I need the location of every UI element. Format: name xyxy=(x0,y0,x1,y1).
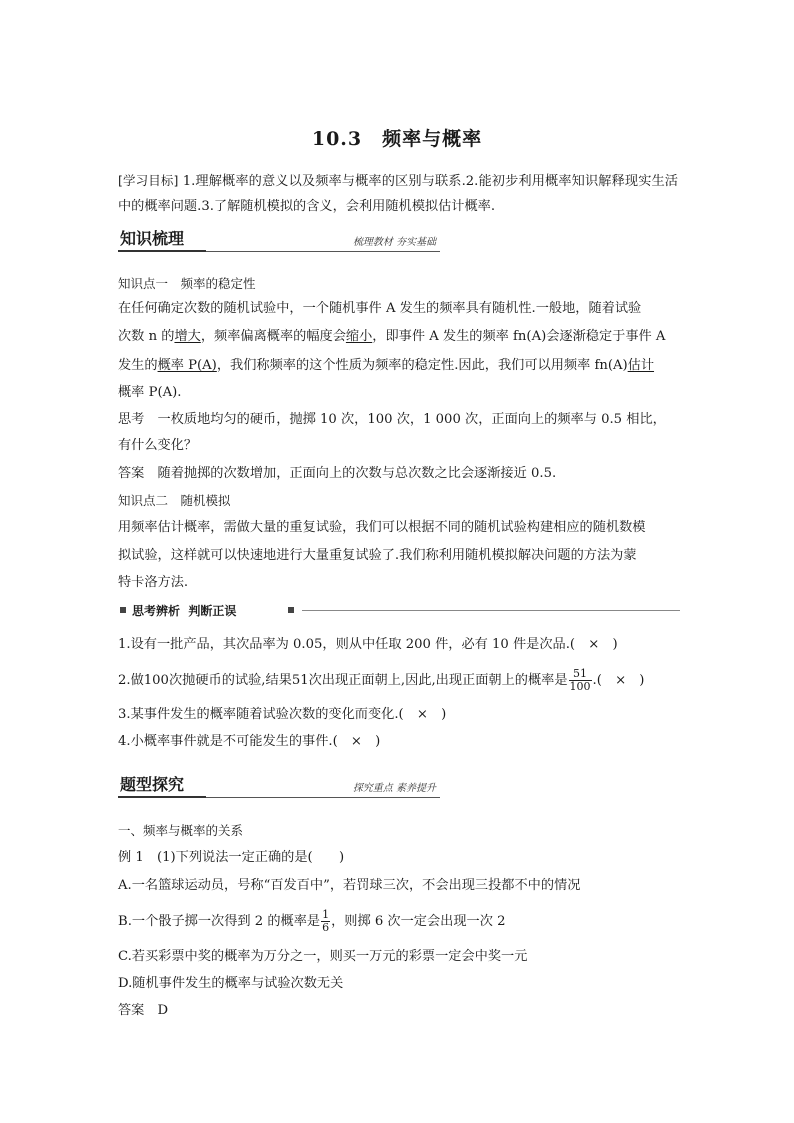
section-subtitle: 梳理教材 夯实基础 xyxy=(352,237,436,248)
choice-b: B.一个骰子掷一次得到 2 的概率是 $\frac{1}{6}$ ，则掷 6 次一定会出现一次 2 xyxy=(118,908,506,934)
section-rule xyxy=(118,250,206,252)
section-header-explore xyxy=(118,772,440,798)
kp1-line: 发生的概率 P(A)，我们称频率的这个性质为频率的稳定性.因此，我们可以用频率 fn(A)估计 xyxy=(118,358,655,373)
blank-answer: 增大 xyxy=(174,329,201,344)
kp2-line: 拟试验，这样就可以快速地进行大量重复试验了.我们称利用随机模拟解决问题的方法为蒙 xyxy=(118,548,637,563)
kp2-line: 特卡洛方法. xyxy=(118,575,189,590)
choice-d: D.随机事件发生的概率与试验次数无关 xyxy=(118,976,344,991)
example-stem: 例 1 (1)下列说法一定正确的是( ) xyxy=(118,850,345,865)
section-header-knowledge xyxy=(118,226,440,252)
square-bullet-icon xyxy=(288,607,294,613)
section-rule-thin xyxy=(206,797,440,798)
blank-answer: 估计 xyxy=(627,358,655,373)
blank-answer: 概率 P(A) xyxy=(157,358,217,373)
judge-item: 2.做100次抛硬币的试验,结果51次出现正面朝上,因此,出现正面朝上的概率是 $\frac{51}{100}$ .( × ) xyxy=(118,667,645,693)
kp1-line: 概率 P(A). xyxy=(118,385,182,400)
choice-c: C.若买彩票中奖的概率为万分之一，则买一万元的彩票一定会中奖一元 xyxy=(118,949,528,964)
judge-item: 4.小概率事件就是不可能发生的事件.( × ) xyxy=(118,734,381,749)
think-answer: 答案 随着抛掷的次数增加，正面向上的次数与总次数之比会逐渐接近 0.5. xyxy=(118,466,557,481)
square-bullet-icon xyxy=(120,607,126,613)
judge-item: 1.设有一批产品，其次品率为 0.05，则从中任取 200 件，必有 10 件是次品.( × ) xyxy=(118,637,618,652)
part-heading: 一、频率与概率的关系 xyxy=(118,823,244,838)
blank-answer: 缩小 xyxy=(345,329,373,344)
judge-item: 3.某事件发生的概率随着试验次数的变化而变化.( × ) xyxy=(118,707,447,722)
kp1-line: 在任何确定次数的随机试验中，一个随机事件 A 发生的频率具有随机性.一般地，随着试验 xyxy=(118,301,642,316)
objectives-label: [学习目标] xyxy=(118,173,179,188)
choice-a: A.一名篮球运动员，号称“百发百中”，若罚球三次，不会出现三投都不中的情况 xyxy=(118,878,581,893)
example-answer: 答案 D xyxy=(118,1003,169,1018)
judge-bar xyxy=(118,604,680,618)
kp2-line: 用频率估计概率，需做大量的重复试验，我们可以根据不同的随机试验构建相应的随机数模 xyxy=(118,520,646,535)
section-label: 知识梳理 xyxy=(120,229,185,248)
section-subtitle: 探究重点 素养提升 xyxy=(352,783,436,794)
learning-objectives xyxy=(118,169,678,219)
fraction: $\frac{1}{6}$ xyxy=(322,908,330,934)
knowledge-point-heading: 知识点一 频率的稳定性 xyxy=(118,276,256,291)
kp1-line: 次数 n 的增大，频率偏离概率的幅度会缩小，即事件 A 发生的频率 fn(A)会逐渐稳定于事件 A xyxy=(118,329,666,344)
section-label: 题型探究 xyxy=(120,775,185,794)
divider xyxy=(302,610,680,611)
think-question: 有什么变化？ xyxy=(118,438,198,453)
section-rule xyxy=(118,796,206,798)
knowledge-point-heading: 知识点二 随机模拟 xyxy=(118,493,231,508)
page-title: 10.3 频率与概率 xyxy=(311,128,483,150)
objectives-text: 1.理解概率的意义以及频率与概率的区别与联系.2.能初步利用概率知识解释现实生活中的概率问题.3.了解随机模拟的含义，会利用随机模拟估计概率. xyxy=(118,174,678,214)
think-question: 思考 一枚质地均匀的硬币，抛掷 10 次，100 次，1 000 次，正面向上的频率与 0.5 相比， xyxy=(118,412,666,427)
judge-bar-label: 思考辨析 判断正误 xyxy=(132,604,237,618)
section-rule-thin xyxy=(206,251,440,252)
fraction: $\frac{51}{100}$ xyxy=(569,667,591,693)
